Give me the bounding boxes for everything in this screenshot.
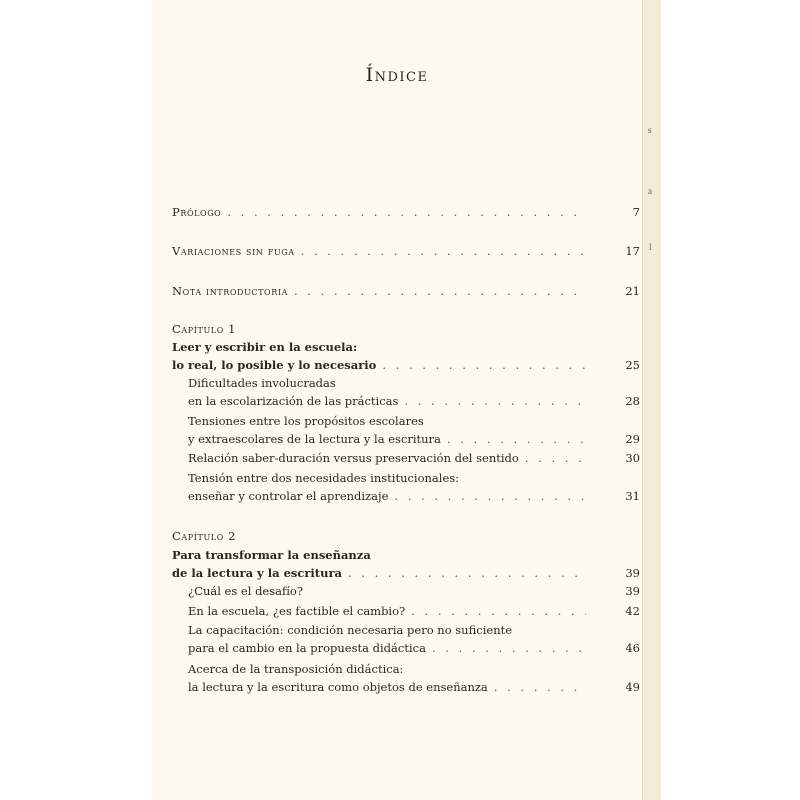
- leader-dots: [301, 242, 586, 260]
- section-title: en la escolarización de las prácticas: [188, 394, 399, 408]
- section-entry: [188, 582, 640, 600]
- section-entry: [188, 430, 640, 448]
- chapter-2-title-line2: de la lectura y la escritura: [172, 566, 342, 580]
- section-title: y extraescolares de la lectura y la escritura: [188, 432, 441, 446]
- leader-dots: [404, 392, 586, 410]
- toc-entry-label: Prólogo: [172, 205, 222, 219]
- leader-dots: [294, 282, 586, 300]
- edge-mark: l: [649, 242, 652, 252]
- leader-dots: [394, 487, 586, 505]
- section-title-line: La capacitación: condición necesaria pero no suficiente: [188, 623, 513, 637]
- leader-dots: [348, 564, 586, 582]
- leader-dots: [494, 678, 586, 696]
- chapter-1-title-entry: [172, 356, 640, 374]
- section-title-line: Tensiones entre los propósitos escolares: [188, 414, 424, 428]
- section-entry: [188, 487, 640, 505]
- section-entry: [188, 639, 640, 657]
- toc-entry-label: Nota introductoria: [172, 284, 288, 298]
- toc-entry-page: 46: [625, 641, 640, 655]
- toc-entry-page: 31: [625, 489, 640, 503]
- chapter-2-heading: Capítulo 2: [172, 529, 237, 543]
- chapter-2-title-line1: Para transformar la enseñanza: [172, 548, 371, 562]
- toc-entry-page: 30: [625, 451, 640, 465]
- toc-entry-nota: [172, 282, 640, 300]
- section-title: enseñar y controlar el aprendizaje: [188, 489, 389, 503]
- leader-dots: [525, 449, 586, 467]
- next-page-edge: [642, 0, 661, 800]
- toc-entry-page: 28: [625, 394, 640, 408]
- toc-entry-page: 21: [625, 284, 640, 298]
- section-entry: [188, 449, 640, 467]
- section-title: ¿Cuál es el desafío?: [188, 584, 304, 598]
- section-entry: [188, 602, 640, 620]
- section-title-line: Acerca de la transposición didáctica:: [188, 662, 404, 676]
- chapter-2-title-entry: [172, 564, 640, 582]
- toc-entry-page: 42: [625, 604, 640, 618]
- toc-entry-label: Variaciones sin fuga: [172, 244, 295, 258]
- leader-dots: [227, 203, 586, 221]
- toc-entry-page: 39: [625, 566, 640, 580]
- section-title-line: Tensión entre dos necesidades institucionales:: [188, 471, 460, 485]
- section-title: para el cambio en la propuesta didáctica: [188, 641, 426, 655]
- chapter-1-title-line1: Leer y escribir en la escuela:: [172, 340, 358, 354]
- leader-dots: [447, 430, 586, 448]
- section-entry: [188, 392, 640, 410]
- section-title: Relación saber-duración versus preservación del sentido: [188, 451, 519, 465]
- edge-mark: a: [648, 186, 652, 196]
- toc-entry-prologo: [172, 203, 640, 221]
- section-title-line: Dificultades involucradas: [188, 376, 336, 390]
- toc-entry-page: 17: [625, 244, 640, 258]
- leader-dots: [411, 602, 586, 620]
- toc-entry-page: 25: [625, 358, 640, 372]
- chapter-1-heading: Capítulo 1: [172, 322, 237, 336]
- edge-mark: s: [648, 125, 652, 135]
- page-title: Índice: [365, 64, 429, 86]
- leader-dots: [382, 356, 586, 374]
- toc-entry-page: 49: [625, 680, 640, 694]
- chapter-1-title-line2: lo real, lo posible y lo necesario: [172, 358, 377, 372]
- section-title: la lectura y la escritura como objetos de enseñanza: [188, 680, 488, 694]
- leader-dots: [432, 639, 586, 657]
- toc-entry-page: 29: [625, 432, 640, 446]
- toc-entry-variaciones: [172, 242, 640, 260]
- section-entry: [188, 678, 640, 696]
- section-title: En la escuela, ¿es factible el cambio?: [188, 604, 406, 618]
- book-page: [152, 0, 642, 800]
- toc-entry-page: 39: [625, 584, 640, 598]
- toc-entry-page: 7: [632, 205, 640, 219]
